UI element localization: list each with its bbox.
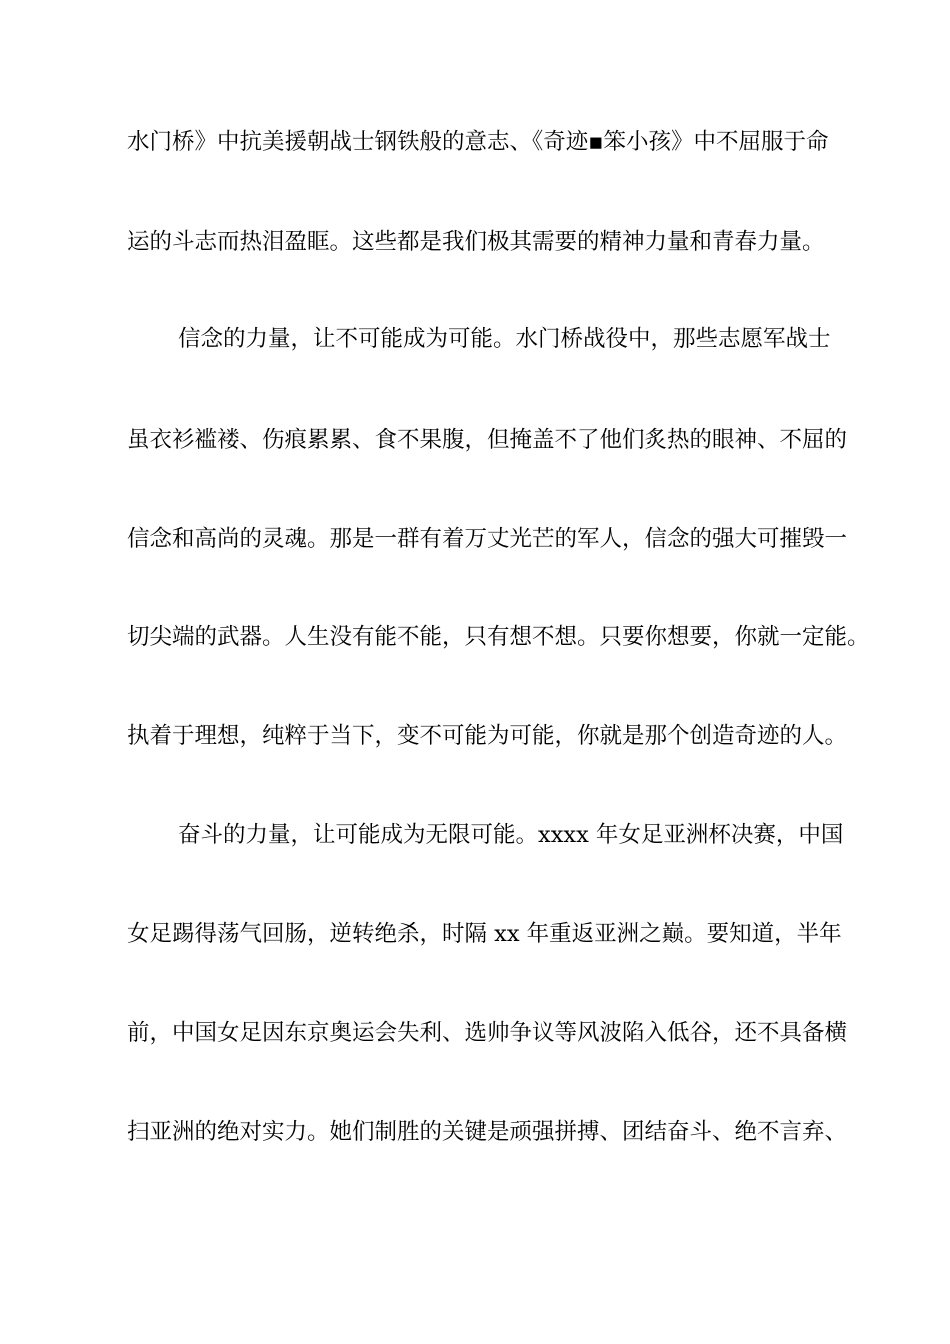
text-line-4: 虽衣衫褴褛、伤痕累累、食不果腹，但掩盖不了他们炙热的眼神、不屈的 <box>127 427 848 453</box>
text-line-6: 切尖端的武器。人生没有能不能，只有想不想。只要你想要，你就一定能。 <box>127 624 870 650</box>
text-line-2: 运的斗志而热泪盈眶。这些都是我们极其需要的精神力量和青春力量。 <box>127 229 825 255</box>
text-line-11: 扫亚洲的绝对实力。她们制胜的关键是顽强拼搏、团结奋斗、绝不言弃、 <box>127 1119 848 1145</box>
text-line-3: 信念的力量，让不可能成为可能。水门桥战役中，那些志愿军战士 <box>178 326 831 352</box>
text-line-7: 执着于理想，纯粹于当下，变不可能为可能，你就是那个创造奇迹的人。 <box>127 723 848 749</box>
text-line-5: 信念和高尚的灵魂。那是一群有着万丈光芒的军人，信念的强大可摧毁一 <box>127 526 848 552</box>
text-line-1: 水门桥》中抗美援朝战士钢铁般的意志、《奇迹▪笨小孩》中不屈服于命 <box>127 129 829 155</box>
text-line-10: 前，中国女足因东京奥运会失利、选帅争议等风波陷入低谷，还不具备横 <box>127 1020 848 1046</box>
text-line-8: 奋斗的力量，让可能成为无限可能。xxxx 年女足亚洲杯决赛，中国 <box>178 822 844 848</box>
text-line-9: 女足踢得荡气回肠，逆转绝杀，时隔 xx 年重返亚洲之巅。要知道，半年 <box>127 921 842 947</box>
